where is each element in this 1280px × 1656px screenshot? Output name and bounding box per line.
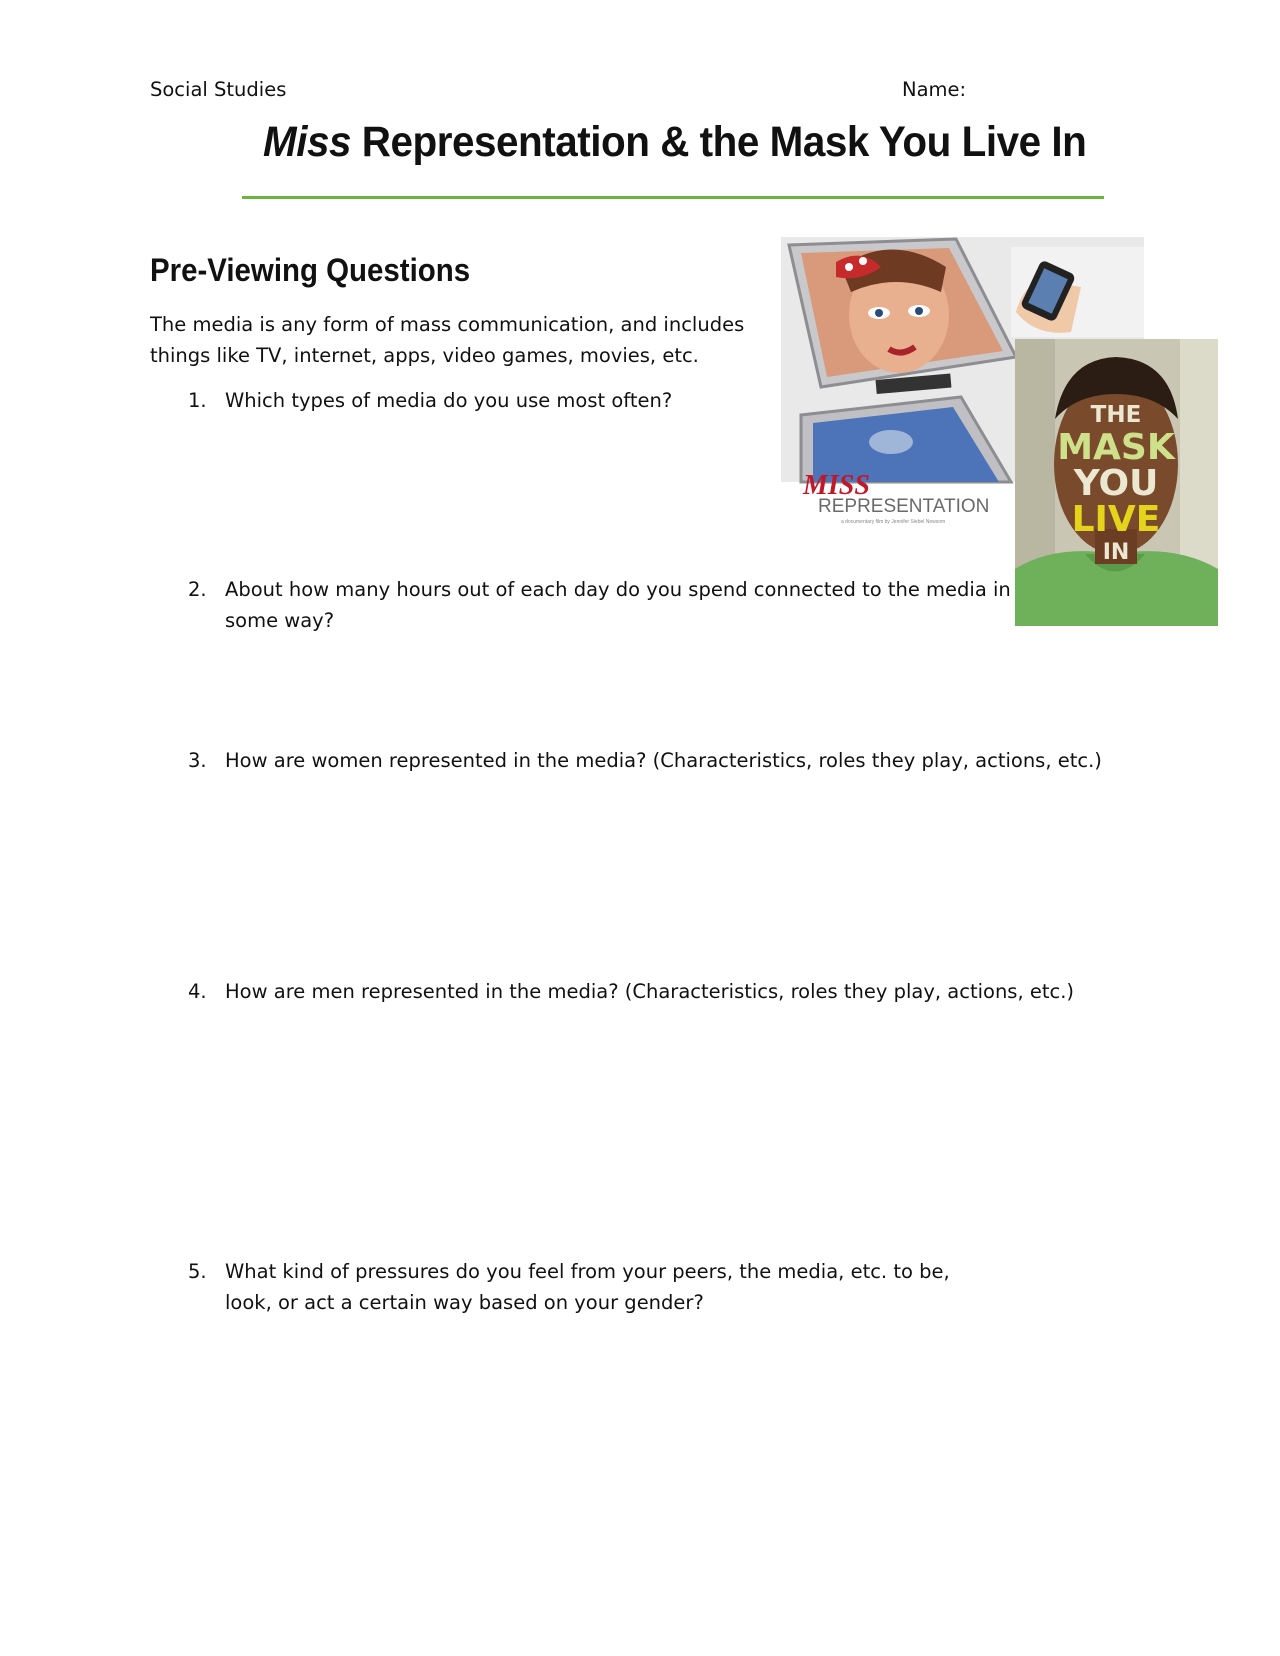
question-line: About how many hours out of each day do you spend connected to the media in (225, 578, 1011, 601)
question-line: Which types of media do you use most often? (225, 389, 673, 412)
question-number: 5. (188, 1260, 207, 1283)
question-line: look, or act a certain way based on your gender? (225, 1291, 704, 1314)
page-title-italic: Miss (263, 118, 352, 166)
question-number: 4. (188, 980, 207, 1003)
mask-you-live-in-poster (1015, 339, 1218, 626)
mask-poster-art (1015, 339, 1218, 626)
miss-credit: a documentary film by Jennifer Siebel Newsom (841, 519, 946, 525)
subject-label: Social Studies (150, 78, 287, 101)
mask-word-live: LIVE (1071, 499, 1161, 540)
question-line: some way? (225, 609, 335, 632)
question-number: 1. (188, 389, 207, 412)
mask-word-the: THE (1090, 402, 1142, 428)
page-title (40, 118, 1280, 167)
mask-word-in: IN (1102, 540, 1130, 565)
question-line: How are women represented in the media? (Characteristics, roles they play, actions, etc.) (225, 749, 1102, 772)
title-divider (242, 196, 1104, 199)
section-heading: Pre-Viewing Questions (150, 252, 471, 288)
question-text (225, 1256, 1015, 1318)
mask-word-you: YOU (1073, 463, 1159, 504)
question-line: How are men represented in the media? (Characteristics, roles they play, actions, etc.) (225, 980, 1075, 1003)
miss-logo-bottom: REPRESENTATION (818, 496, 990, 517)
miss-logo-top: MISS (803, 470, 870, 501)
question-text (225, 976, 1105, 1007)
intro-line-2: things like TV, internet, apps, video games, movies, etc. (150, 344, 699, 367)
question-line: What kind of pressures do you feel from your peers, the media, etc. to be, (225, 1260, 950, 1283)
intro-paragraph (150, 309, 750, 371)
question-text (225, 574, 1015, 636)
intro-line-1: The media is any form of mass communication, and includes (150, 313, 745, 336)
mask-word-mask: MASK (1057, 427, 1175, 468)
question-number: 2. (188, 578, 207, 601)
question-number: 3. (188, 749, 207, 772)
name-label: Name: (902, 78, 967, 101)
question-text (225, 745, 1105, 776)
page-title-rest: Representation & the Mask You Live In (351, 118, 1087, 166)
